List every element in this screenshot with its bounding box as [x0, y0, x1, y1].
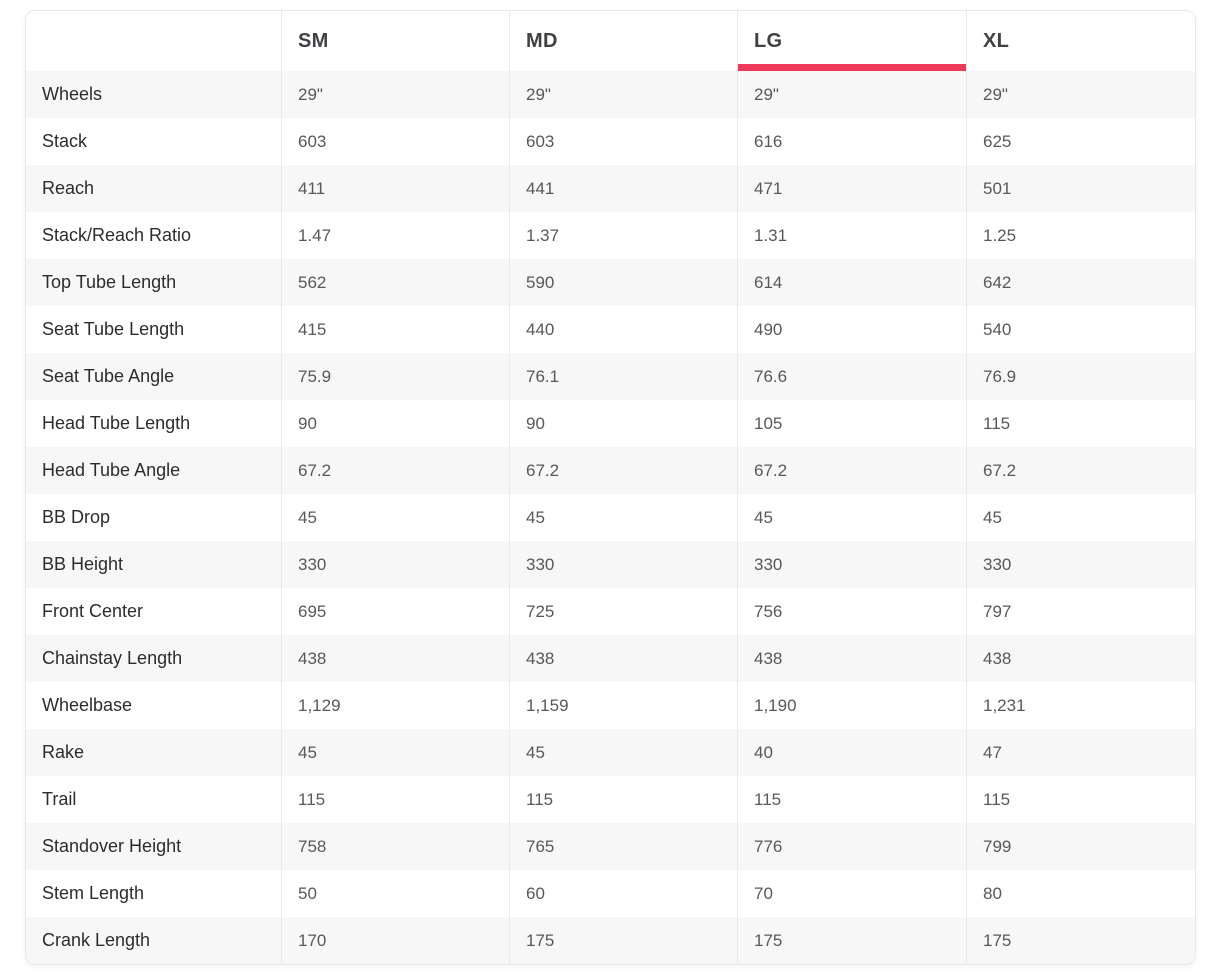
table-row — [26, 588, 1195, 635]
geometry-value: 330 — [281, 541, 509, 588]
geometry-value: 175 — [509, 917, 737, 964]
table-row — [26, 541, 1195, 588]
size-tab-md[interactable] — [509, 11, 737, 71]
size-tab-lg[interactable] — [737, 11, 966, 71]
geometry-value: 45 — [509, 729, 737, 776]
geometry-value: 1,231 — [966, 682, 1195, 729]
table-row — [26, 306, 1195, 353]
geometry-value: 490 — [737, 306, 966, 353]
geometry-value: 411 — [281, 165, 509, 212]
geometry-rows — [26, 71, 1195, 964]
table-row — [26, 118, 1195, 165]
geometry-value: 170 — [281, 917, 509, 964]
geometry-value: 330 — [509, 541, 737, 588]
table-row — [26, 494, 1195, 541]
geometry-value: 797 — [966, 588, 1195, 635]
size-header — [26, 11, 1195, 71]
geometry-value: 438 — [509, 635, 737, 682]
row-label: Standover Height — [26, 823, 281, 870]
geometry-value: 75.9 — [281, 353, 509, 400]
geometry-value: 438 — [281, 635, 509, 682]
geometry-value: 616 — [737, 118, 966, 165]
geometry-value: 90 — [509, 400, 737, 447]
geometry-value: 776 — [737, 823, 966, 870]
geometry-value: 590 — [509, 259, 737, 306]
table-row — [26, 212, 1195, 259]
geometry-value: 80 — [966, 870, 1195, 917]
row-label: Stack — [26, 118, 281, 165]
geometry-value: 330 — [966, 541, 1195, 588]
row-label: Seat Tube Length — [26, 306, 281, 353]
table-row — [26, 635, 1195, 682]
table-row — [26, 682, 1195, 729]
geometry-value: 45 — [966, 494, 1195, 541]
geometry-value: 90 — [281, 400, 509, 447]
size-tab-label: XL — [983, 29, 1010, 52]
geometry-value: 1,129 — [281, 682, 509, 729]
size-tab-xl[interactable] — [966, 11, 1195, 71]
geometry-value: 175 — [966, 917, 1195, 964]
geometry-value: 440 — [509, 306, 737, 353]
geometry-value: 45 — [509, 494, 737, 541]
row-label: Stem Length — [26, 870, 281, 917]
geometry-value: 438 — [737, 635, 966, 682]
geometry-value: 562 — [281, 259, 509, 306]
table-row — [26, 776, 1195, 823]
geometry-value: 471 — [737, 165, 966, 212]
geometry-card — [25, 10, 1196, 965]
geometry-value: 76.6 — [737, 353, 966, 400]
geometry-value: 105 — [737, 400, 966, 447]
geometry-value: 175 — [737, 917, 966, 964]
row-label: Seat Tube Angle — [26, 353, 281, 400]
row-label: Head Tube Length — [26, 400, 281, 447]
table-row — [26, 71, 1195, 118]
table-row — [26, 259, 1195, 306]
row-label: Trail — [26, 776, 281, 823]
size-header-row — [26, 11, 1195, 71]
geometry-value: 438 — [966, 635, 1195, 682]
row-label: BB Drop — [26, 494, 281, 541]
geometry-value: 758 — [281, 823, 509, 870]
row-label: Rake — [26, 729, 281, 776]
row-label: Wheelbase — [26, 682, 281, 729]
row-label: Chainstay Length — [26, 635, 281, 682]
size-tab-label: MD — [526, 29, 558, 52]
geometry-value: 45 — [281, 494, 509, 541]
geometry-value: 799 — [966, 823, 1195, 870]
row-label: Crank Length — [26, 917, 281, 964]
geometry-value: 29" — [966, 71, 1195, 118]
table-row — [26, 400, 1195, 447]
table-row — [26, 823, 1195, 870]
geometry-value: 725 — [509, 588, 737, 635]
corner-cell — [26, 11, 281, 71]
geometry-value: 76.9 — [966, 353, 1195, 400]
geometry-value: 29" — [509, 71, 737, 118]
geometry-value: 70 — [737, 870, 966, 917]
geometry-value: 67.2 — [281, 447, 509, 494]
geometry-value: 50 — [281, 870, 509, 917]
geometry-value: 642 — [966, 259, 1195, 306]
geometry-value: 67.2 — [966, 447, 1195, 494]
geometry-value: 625 — [966, 118, 1195, 165]
row-label: Wheels — [26, 71, 281, 118]
geometry-value: 40 — [737, 729, 966, 776]
geometry-value: 1,190 — [737, 682, 966, 729]
geometry-value: 1.37 — [509, 212, 737, 259]
table-row — [26, 447, 1195, 494]
size-tab-label: LG — [754, 29, 783, 52]
geometry-value: 76.1 — [509, 353, 737, 400]
row-label: BB Height — [26, 541, 281, 588]
geometry-value: 45 — [737, 494, 966, 541]
size-tab-sm[interactable] — [281, 11, 509, 71]
geometry-value: 695 — [281, 588, 509, 635]
geometry-value: 47 — [966, 729, 1195, 776]
row-label: Stack/Reach Ratio — [26, 212, 281, 259]
row-label: Front Center — [26, 588, 281, 635]
geometry-value: 501 — [966, 165, 1195, 212]
geometry-value: 614 — [737, 259, 966, 306]
geometry-value: 115 — [966, 776, 1195, 823]
geometry-value: 115 — [966, 400, 1195, 447]
geometry-value: 441 — [509, 165, 737, 212]
geometry-value: 45 — [281, 729, 509, 776]
table-row — [26, 870, 1195, 917]
geometry-value: 115 — [281, 776, 509, 823]
geometry-value: 115 — [509, 776, 737, 823]
table-row — [26, 353, 1195, 400]
size-tab-label: SM — [298, 29, 329, 52]
geometry-value: 415 — [281, 306, 509, 353]
geometry-value: 1.47 — [281, 212, 509, 259]
geometry-value: 67.2 — [737, 447, 966, 494]
table-row — [26, 917, 1195, 964]
geometry-value: 60 — [509, 870, 737, 917]
geometry-value: 29" — [281, 71, 509, 118]
geometry-value: 756 — [737, 588, 966, 635]
geometry-value: 115 — [737, 776, 966, 823]
geometry-value: 603 — [509, 118, 737, 165]
active-tab-underline — [738, 64, 966, 71]
table-row — [26, 165, 1195, 212]
geometry-value: 1.31 — [737, 212, 966, 259]
row-label: Head Tube Angle — [26, 447, 281, 494]
geometry-value: 765 — [509, 823, 737, 870]
geometry-value: 1.25 — [966, 212, 1195, 259]
geometry-value: 330 — [737, 541, 966, 588]
geometry-table — [26, 11, 1195, 964]
table-row — [26, 729, 1195, 776]
row-label: Reach — [26, 165, 281, 212]
row-label: Top Tube Length — [26, 259, 281, 306]
geometry-value: 29" — [737, 71, 966, 118]
geometry-value: 540 — [966, 306, 1195, 353]
geometry-value: 67.2 — [509, 447, 737, 494]
geometry-value: 1,159 — [509, 682, 737, 729]
geometry-value: 603 — [281, 118, 509, 165]
